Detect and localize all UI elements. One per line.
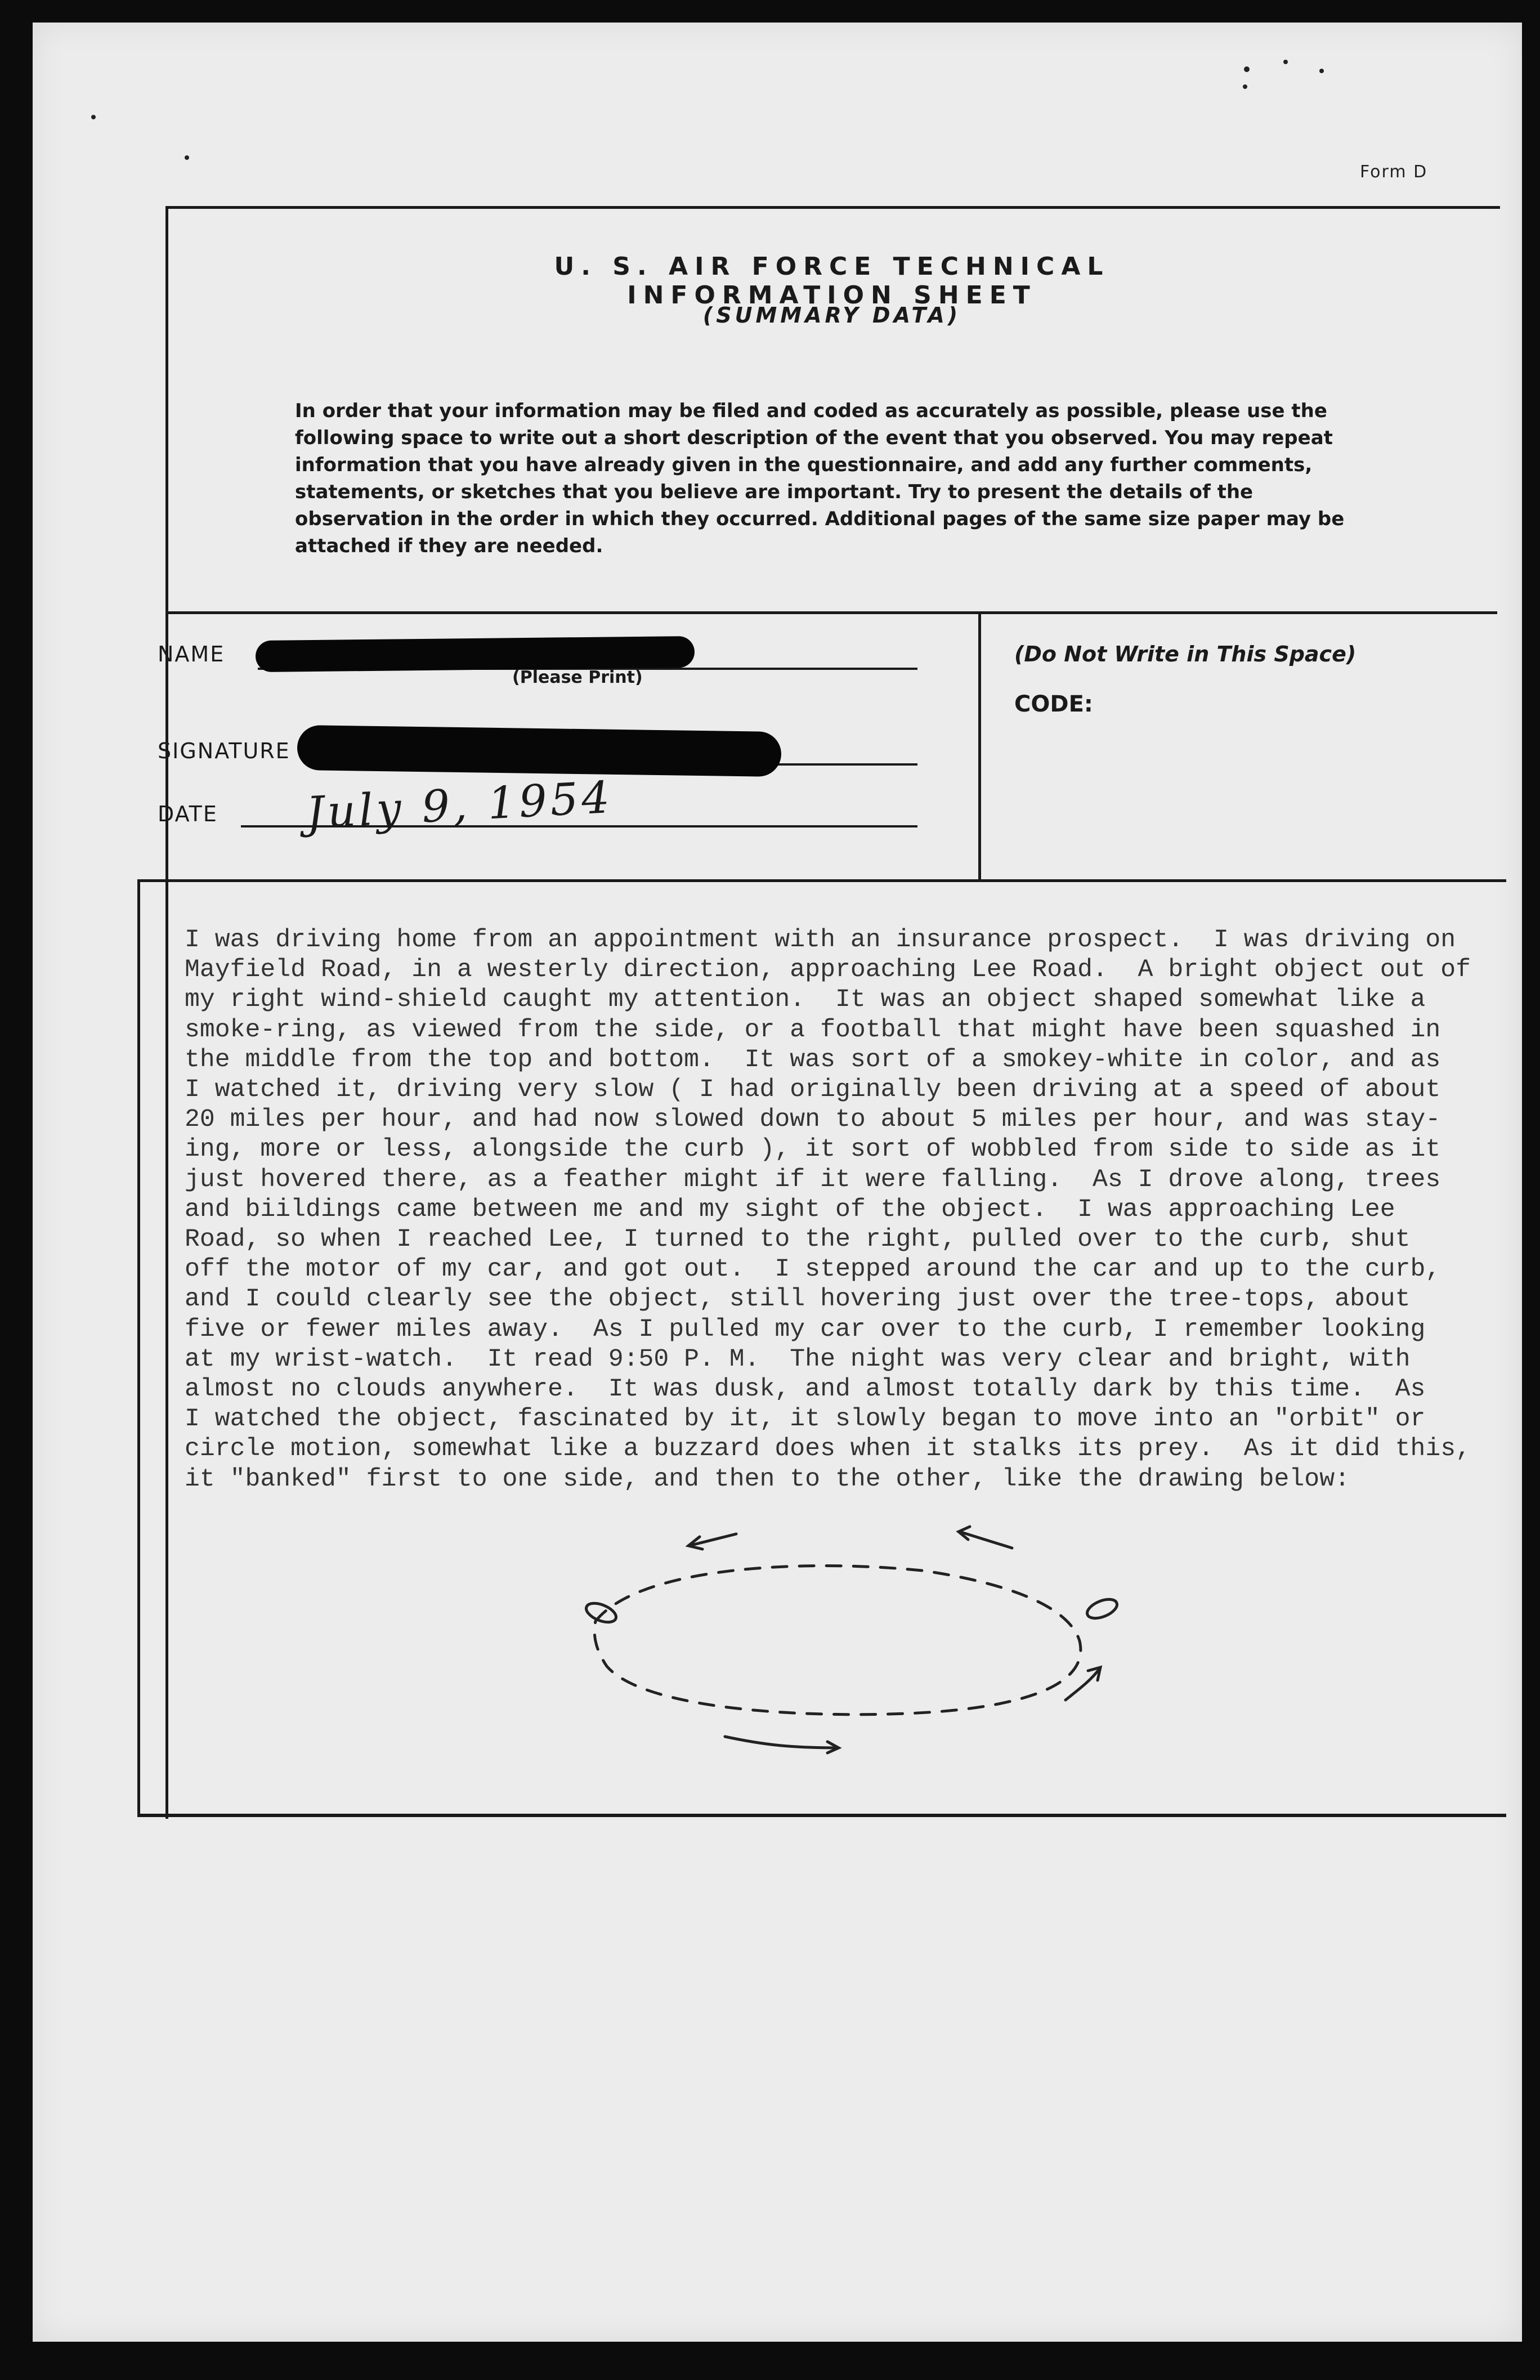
document-page bbox=[33, 23, 1522, 2342]
narrative-line: I watched it, driving very slow ( I had originally been driving at a speed of about bbox=[185, 1076, 1441, 1104]
scan-speck bbox=[185, 155, 189, 160]
orbit-diagram-icon bbox=[573, 1520, 1136, 1756]
narrative-line: just hovered there, as a feather might if it were falling. As I drove along, trees bbox=[185, 1165, 1441, 1194]
typed-narrative bbox=[185, 925, 1479, 1495]
narrative-line: ing, more or less, alongside the curb ), it sort of wobbled from side to side as it bbox=[185, 1135, 1441, 1164]
narrative-line: the middle from the top and bottom. It was sort of a smokey-white in color, and as bbox=[185, 1045, 1441, 1074]
narrative-line: smoke-ring, as viewed from the side, or a football that might have been squashed in bbox=[185, 1015, 1441, 1044]
scan-speck bbox=[1243, 84, 1247, 89]
signature-label: SIGNATURE bbox=[158, 739, 290, 763]
form-subtitle: (SUMMARY DATA) bbox=[702, 303, 961, 328]
narrative-line: my right wind-shield caught my attention. It was an object shaped somewhat like a bbox=[185, 986, 1426, 1014]
date-handwritten-value: July 9, 1954 bbox=[305, 772, 615, 839]
object-left bbox=[584, 1600, 619, 1626]
narrative-line: off the motor of my car, and got out. I stepped around the car and up to the curb, bbox=[185, 1255, 1441, 1284]
please-print-label: (Please Print) bbox=[512, 668, 643, 687]
name-label: NAME bbox=[158, 642, 225, 666]
form-title: U. S. AIR FORCE TECHNICAL INFORMATION SHEET bbox=[554, 252, 1110, 310]
form-frame-left-extension bbox=[137, 880, 140, 1816]
scan-speck bbox=[91, 115, 96, 119]
signature-redaction bbox=[297, 725, 781, 777]
narrative-line: circle motion, somewhat like a buzzard does when it stalks its prey. As it did this, bbox=[185, 1435, 1471, 1464]
scan-speck bbox=[1244, 66, 1250, 72]
form-instructions: In order that your information may be filed and coded as accurately as possible, please use the following space to write out a short description of the event that you observed. You may repeat information that you have already given in the questionnaire, and add any further comments, statements, or sketches that you believe are important. Try to present the details of the observation in the order in which they occurred. Additional pages of the same size paper may be attached if they are needed. bbox=[295, 400, 1345, 557]
name-redaction bbox=[256, 636, 695, 672]
code-label: CODE: bbox=[1014, 691, 1093, 717]
scan-speck bbox=[1283, 60, 1288, 64]
narrative-line: I watched the object, fascinated by it, it slowly began to move into an "orbit" or bbox=[185, 1405, 1426, 1434]
object-right bbox=[1085, 1596, 1120, 1622]
section-divider-top bbox=[165, 611, 1497, 614]
narrative-line: and I could clearly see the object, still hovering just over the tree-tops, about bbox=[185, 1285, 1411, 1314]
narrative-line: it "banked" first to one side, and then to the other, like the drawing below: bbox=[185, 1465, 1350, 1493]
scan-speck bbox=[1319, 69, 1324, 73]
arrow-bottom-shaft bbox=[725, 1737, 838, 1748]
form-id: Form D bbox=[1360, 162, 1428, 182]
narrative-line: and biildings came between me and my sight of the object. I was approaching Lee bbox=[185, 1195, 1395, 1224]
section-divider-vertical bbox=[978, 611, 981, 880]
office-use-note: (Do Not Write in This Space) bbox=[1014, 642, 1357, 666]
narrative-line: almost no clouds anywhere. It was dusk, and almost totally dark by this time. As bbox=[185, 1375, 1426, 1404]
narrative-line: Road, so when I reached Lee, I turned to the right, pulled over to the curb, shut bbox=[185, 1225, 1411, 1254]
date-label: DATE bbox=[158, 802, 218, 826]
narrative-line: I was driving home from an appointment with an insurance prospect. I was driving on bbox=[185, 926, 1456, 954]
narrative-line: Mayfield Road, in a westerly direction, approaching Lee Road. A bright object out of bbox=[185, 956, 1471, 985]
form-frame-bottom bbox=[137, 1814, 1506, 1817]
orbit-path bbox=[594, 1566, 1081, 1715]
narrative-line: at my wrist-watch. It read 9:50 P. M. The night was very clear and bright, with bbox=[185, 1345, 1411, 1374]
section-divider-bottom bbox=[137, 879, 1506, 882]
narrative-line: five or fewer miles away. As I pulled my car over to the curb, I remember looking bbox=[185, 1315, 1426, 1344]
narrative-line: 20 miles per hour, and had now slowed down to about 5 miles per hour, and was stay- bbox=[185, 1106, 1441, 1134]
